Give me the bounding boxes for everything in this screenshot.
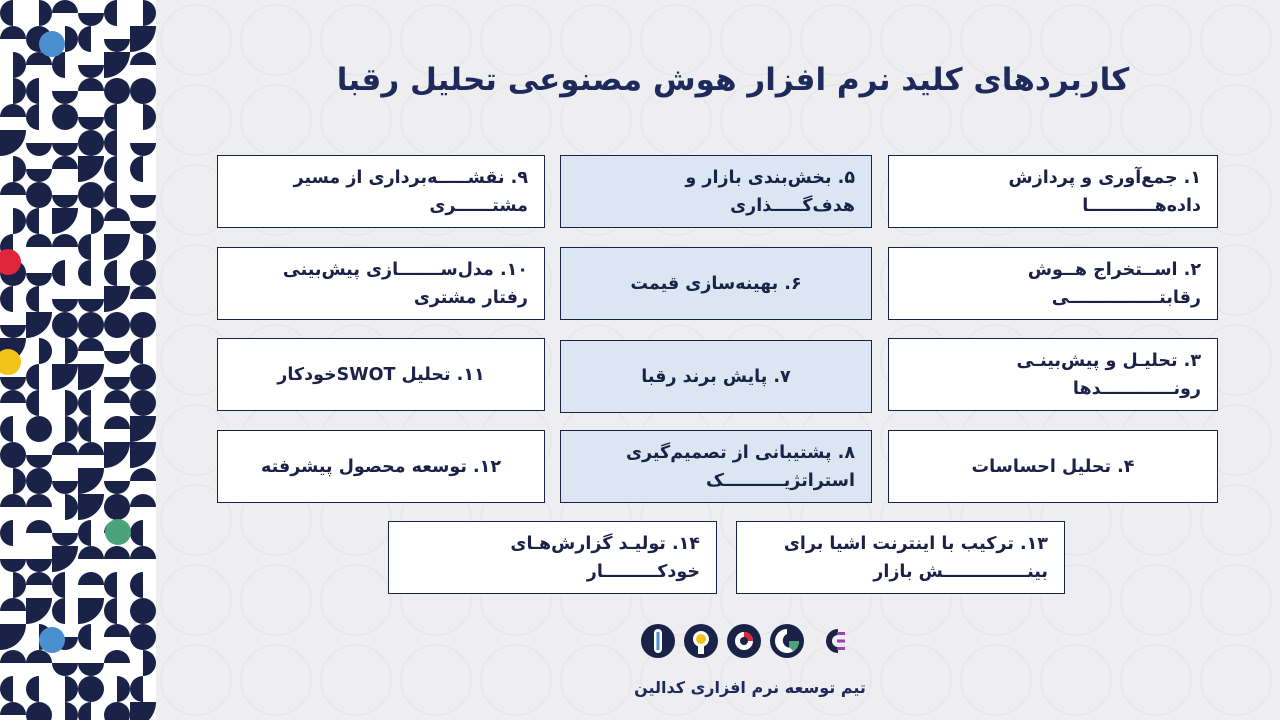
pattern-shape	[130, 338, 143, 364]
pattern-shape	[104, 156, 117, 182]
pattern-shape	[130, 260, 156, 286]
pattern-shape	[65, 702, 78, 720]
pattern-shape	[104, 0, 117, 26]
pattern-shape	[52, 208, 78, 234]
pattern-shape	[26, 572, 52, 585]
card-trend-analysis: ۳. تحلیـل و پیش‌بینـی رونــــــــــــدها	[888, 338, 1218, 411]
pattern-shape	[78, 520, 91, 546]
logo-letter-d-icon	[812, 623, 848, 659]
pattern-shape	[78, 598, 104, 624]
pattern-shape	[26, 104, 39, 130]
brand-logo	[640, 623, 855, 661]
pattern-shape	[52, 481, 78, 494]
logo-letter-l-icon	[726, 623, 762, 659]
pattern-shape	[13, 156, 26, 182]
card-competitive-intelligence: ۲. اســتخراج هــوش رقابتـــــــــــــــی	[888, 247, 1218, 320]
pattern-shape	[78, 312, 104, 338]
pattern-shape	[104, 260, 117, 286]
pattern-shape	[117, 676, 130, 702]
pattern-shape	[65, 416, 78, 442]
pattern-shape	[0, 520, 13, 546]
pattern-shape	[104, 130, 117, 156]
pattern-shape	[104, 182, 117, 208]
pattern-shape	[52, 312, 78, 338]
pattern-shape	[130, 676, 143, 702]
pattern-shape	[0, 624, 26, 650]
pattern-shape	[78, 494, 104, 520]
pattern-shape	[78, 78, 104, 91]
pattern-shape	[78, 364, 104, 390]
card-price-optimization: ۶. بهینه‌سازی قیمت	[560, 247, 872, 320]
pattern-shape	[0, 494, 26, 507]
pattern-shape	[0, 598, 26, 611]
pattern-shape	[104, 39, 130, 52]
pattern-shape	[78, 65, 104, 78]
decorative-pattern	[0, 0, 156, 720]
pattern-shape	[130, 195, 156, 208]
pattern-shape	[143, 650, 156, 676]
pattern-shape	[130, 52, 156, 65]
card-market-segmentation: ۵. بخش‌بندی بازار و هدف‌گـــــذاری	[560, 155, 872, 228]
pattern-shape	[52, 533, 78, 546]
pattern-shape	[130, 364, 156, 390]
card-data-collection: ۱. جمع‌آوری و پردازش داده‌هـــــــــــا	[888, 155, 1218, 228]
pattern-shape	[0, 104, 26, 117]
card-strategic-decision-support: ۸. پشتیبانی از تصمیم‌گیری استراتژیــــــــــک	[560, 430, 872, 503]
pattern-shape	[52, 663, 78, 676]
card-iot-integration: ۱۳. ترکیب با اینترنت اشیا برای بینــــــــــــــش بازار	[736, 521, 1065, 594]
pattern-shape	[130, 416, 156, 442]
pattern-shape	[0, 559, 26, 572]
pattern-shape	[0, 26, 26, 39]
pattern-shape	[0, 442, 26, 468]
pattern-shape	[130, 143, 156, 156]
pattern-shape	[130, 390, 156, 416]
pattern-shape	[104, 78, 130, 104]
pattern-shape	[78, 416, 91, 442]
pattern-shape	[52, 0, 78, 13]
pattern-shape	[52, 195, 78, 208]
pattern-shape	[78, 260, 91, 286]
pattern-shape	[26, 182, 52, 208]
pattern-shape	[130, 468, 156, 481]
logo-letter-i-icon	[683, 623, 719, 659]
pattern-shape	[26, 390, 39, 416]
pattern-shape	[13, 78, 26, 104]
pattern-shape	[104, 572, 117, 598]
pattern-shape	[104, 442, 130, 468]
pattern-shape	[26, 416, 52, 442]
pattern-shape	[52, 260, 65, 286]
pattern-shape	[26, 520, 52, 533]
pattern-shape	[130, 442, 156, 468]
pattern-shape	[0, 416, 13, 442]
pattern-shape	[78, 13, 104, 26]
pattern-shape	[26, 494, 52, 507]
pattern-shape	[104, 286, 130, 312]
pattern-shape	[39, 338, 52, 364]
pattern-shape	[26, 78, 39, 104]
pattern-shape	[26, 559, 52, 572]
card-automated-reports: ۱۴. تولیـد گزارش‌هـای خودکـــــــــار	[388, 521, 717, 594]
pattern-shape	[104, 702, 130, 720]
pattern-shape	[78, 234, 91, 260]
pattern-shape	[130, 78, 156, 104]
pattern-shape	[104, 598, 117, 624]
pattern-shape	[52, 91, 78, 104]
pattern-shape	[52, 234, 78, 247]
pattern-shape	[104, 624, 130, 637]
pattern-shape	[13, 468, 26, 494]
decorative-strip	[0, 0, 156, 720]
pattern-shape	[26, 143, 52, 156]
pattern-shape	[26, 468, 52, 494]
pattern-shape	[13, 572, 26, 598]
pattern-shape	[78, 546, 104, 559]
pattern-shape	[104, 351, 130, 364]
pattern-shape	[0, 650, 26, 663]
pattern-accent	[39, 627, 65, 653]
pattern-shape	[0, 286, 13, 312]
pattern-shape	[52, 442, 78, 455]
card-automated-swot: ۱۱. تحلیل SWOTخودکار	[217, 338, 545, 411]
pattern-shape	[26, 455, 52, 468]
pattern-shape	[26, 234, 52, 247]
pattern-shape	[104, 104, 117, 130]
pattern-shape	[104, 416, 130, 429]
pattern-shape	[104, 52, 130, 78]
pattern-shape	[91, 208, 104, 234]
card-product-development: ۱۲. توسعه محصول پیشرفته	[217, 430, 545, 503]
pattern-shape	[0, 377, 26, 390]
page-title: کاربردهای کلید نرم افزار هوش مصنوعی تحلیل رقبا	[336, 62, 1130, 98]
pattern-shape	[130, 624, 156, 650]
pattern-shape	[130, 26, 156, 52]
pattern-shape	[26, 286, 39, 312]
pattern-shape	[78, 130, 104, 156]
pattern-shape	[26, 598, 52, 624]
pattern-shape	[130, 572, 143, 598]
card-customer-journey-mapping: ۹. نقشـــــه‌برداری از مسیر مشتــــــری	[217, 155, 545, 228]
pattern-shape	[130, 702, 156, 720]
pattern-shape	[130, 494, 156, 507]
pattern-shape	[26, 364, 39, 390]
pattern-shape	[78, 390, 91, 416]
pattern-shape	[143, 0, 156, 26]
pattern-shape	[26, 312, 52, 338]
pattern-shape	[78, 156, 104, 182]
pattern-shape	[65, 390, 78, 416]
pattern-shape	[78, 676, 104, 702]
card-brand-monitoring: ۷. پایش برند رقبا	[560, 340, 872, 413]
pattern-shape	[65, 26, 78, 52]
pattern-shape	[52, 364, 78, 390]
pattern-shape	[104, 481, 130, 494]
logo-letter-n-icon	[640, 623, 676, 659]
card-sentiment-analysis: ۴. تحلیل احساسات	[888, 430, 1218, 503]
pattern-shape	[0, 130, 26, 156]
pattern-shape	[78, 26, 91, 52]
pattern-shape	[104, 208, 130, 221]
pattern-shape	[104, 312, 130, 338]
pattern-shape	[52, 156, 78, 169]
pattern-shape	[52, 572, 65, 598]
pattern-shape	[65, 494, 78, 520]
pattern-shape	[65, 676, 78, 702]
pattern-shape	[26, 169, 52, 182]
pattern-shape	[0, 702, 26, 715]
pattern-shape	[130, 312, 156, 338]
logo-letter-a-icon	[769, 623, 805, 659]
pattern-shape	[78, 624, 91, 650]
pattern-shape	[26, 702, 52, 720]
pattern-shape	[104, 650, 130, 663]
pattern-shape	[52, 143, 78, 156]
pattern-shape	[104, 234, 130, 260]
pattern-shape	[52, 299, 78, 312]
pattern-accent	[105, 519, 131, 545]
pattern-shape	[52, 546, 78, 572]
pattern-shape	[104, 377, 130, 390]
pattern-shape	[13, 52, 26, 78]
pattern-shape	[130, 546, 156, 559]
pattern-shape	[78, 442, 104, 455]
pattern-shape	[26, 273, 52, 286]
pattern-shape	[104, 546, 130, 559]
pattern-shape	[0, 182, 26, 195]
pattern-shape	[0, 325, 26, 338]
pattern-shape	[78, 663, 104, 676]
pattern-shape	[78, 338, 104, 351]
pattern-shape	[26, 676, 39, 702]
pattern-accent	[39, 31, 65, 57]
pattern-shape	[78, 468, 104, 494]
pattern-shape	[143, 234, 156, 260]
pattern-shape	[78, 572, 104, 585]
pattern-shape	[26, 208, 39, 234]
pattern-shape	[130, 598, 156, 624]
pattern-shape	[130, 221, 156, 234]
pattern-shape	[104, 494, 130, 520]
pattern-shape	[130, 286, 156, 299]
pattern-shape	[78, 117, 104, 130]
pattern-shape	[13, 208, 26, 234]
pattern-shape	[52, 104, 78, 130]
footer-team-name: تیم توسعه نرم افزاری کدالین	[634, 678, 866, 697]
card-customer-behavior-modeling: ۱۰. مدل‌ســـــــازی پیش‌بینی رفتار مشتری	[217, 247, 545, 320]
pattern-shape	[52, 598, 65, 624]
pattern-shape	[0, 390, 26, 403]
pattern-shape	[130, 156, 143, 182]
pattern-shape	[78, 299, 104, 312]
pattern-shape	[78, 702, 91, 720]
pattern-shape	[130, 520, 143, 546]
pattern-shape	[0, 0, 13, 26]
pattern-shape	[78, 182, 104, 208]
pattern-shape	[0, 676, 13, 702]
pattern-shape	[39, 0, 52, 26]
pattern-shape	[65, 338, 78, 364]
pattern-shape	[143, 104, 156, 130]
pattern-shape	[104, 390, 130, 403]
